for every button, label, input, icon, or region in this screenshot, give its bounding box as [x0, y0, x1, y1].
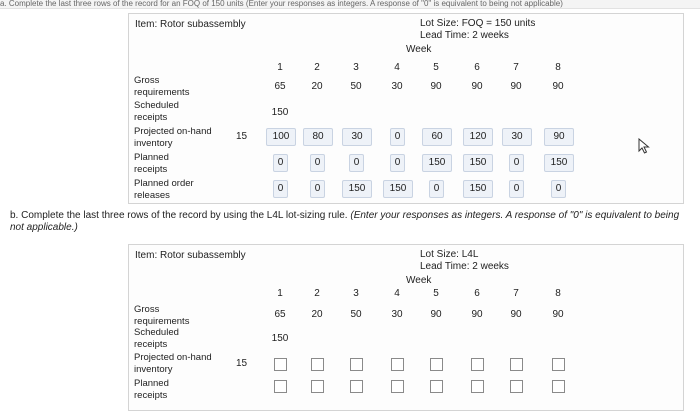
gross-requirement-value: 20 — [311, 81, 323, 92]
planned-order-release-cell: 0 — [310, 180, 325, 198]
planned-order-release-cell: 150 — [383, 180, 413, 198]
gross-requirement-value: 30 — [391, 309, 403, 320]
planned-receipt-cell: 150 — [463, 154, 493, 172]
scheduled-receipt-value: 150 — [271, 333, 289, 344]
row-label-releases: Planned order releases — [134, 178, 194, 201]
row-label-on-hand: Projected on-hand inventory — [134, 126, 212, 149]
planned-receipt-input[interactable] — [350, 380, 363, 393]
row-label-planned: Planned receipts — [134, 152, 169, 175]
planned-receipt-input[interactable] — [274, 380, 287, 393]
mouse-pointer-icon — [638, 138, 650, 154]
gross-requirement-value: 90 — [552, 81, 564, 92]
planned-receipt-cell: 0 — [349, 154, 364, 172]
week-heading: Week — [406, 275, 432, 286]
planned-receipt-cell: 0 — [390, 154, 405, 172]
gross-requirement-value: 50 — [350, 309, 362, 320]
gross-requirement-value: 90 — [430, 81, 442, 92]
projected-on-hand-input[interactable] — [430, 358, 443, 371]
week-heading: Week — [406, 44, 432, 55]
lead-time: Lead Time: 2 weeks — [420, 30, 509, 41]
gross-requirement-value: 90 — [471, 309, 483, 320]
planned-receipt-cell: 0 — [310, 154, 325, 172]
foq-record-panel — [128, 13, 684, 204]
planned-order-release-cell: 150 — [342, 180, 372, 198]
projected-on-hand-input[interactable] — [510, 358, 523, 371]
projected-on-hand-cell: 0 — [390, 128, 405, 146]
item-title: Item: Rotor subassembly — [135, 19, 246, 30]
week-number: 1 — [277, 288, 283, 299]
week-number: 4 — [394, 62, 400, 73]
projected-on-hand-cell: 30 — [502, 128, 532, 146]
week-number: 3 — [353, 62, 359, 73]
planned-order-release-cell: 150 — [463, 180, 493, 198]
week-number: 7 — [513, 288, 519, 299]
initial-on-hand: 15 — [236, 358, 248, 369]
planned-receipt-input[interactable] — [430, 380, 443, 393]
row-label-on-hand: Projected on-hand inventory — [134, 352, 212, 375]
gross-requirement-value: 90 — [471, 81, 483, 92]
gross-requirement-value: 65 — [274, 81, 286, 92]
week-number: 5 — [433, 62, 439, 73]
gross-requirement-value: 20 — [311, 309, 323, 320]
lot-size: Lot Size: FOQ = 150 units — [420, 18, 536, 29]
gross-requirement-value: 90 — [430, 309, 442, 320]
planned-receipt-cell: 150 — [544, 154, 574, 172]
projected-on-hand-input[interactable] — [552, 358, 565, 371]
planned-receipt-input[interactable] — [311, 380, 324, 393]
week-number: 7 — [513, 62, 519, 73]
week-number: 8 — [555, 288, 561, 299]
scheduled-receipt-value: 150 — [271, 107, 289, 118]
row-label-scheduled: Scheduled receipts — [134, 327, 179, 350]
gross-requirement-value: 90 — [552, 309, 564, 320]
planned-receipt-input[interactable] — [510, 380, 523, 393]
projected-on-hand-input[interactable] — [274, 358, 287, 371]
planned-receipt-cell: 0 — [509, 154, 524, 172]
row-label-gross: Gross requirements — [134, 304, 190, 327]
gross-requirement-value: 30 — [391, 81, 403, 92]
projected-on-hand-cell: 100 — [266, 128, 296, 146]
projected-on-hand-cell: 80 — [303, 128, 333, 146]
planned-receipt-input[interactable] — [391, 380, 404, 393]
instruction-note: (Enter your responses as integers. A response of "0" is equivalent to being not applicable.) — [10, 210, 680, 233]
lot-info — [420, 249, 509, 273]
part-b-instructions — [10, 210, 690, 234]
week-number: 2 — [314, 288, 320, 299]
planned-receipt-input[interactable] — [552, 380, 565, 393]
row-label-scheduled: Scheduled receipts — [134, 100, 179, 123]
projected-on-hand-input[interactable] — [391, 358, 404, 371]
row-label-gross: Gross requirements — [134, 75, 190, 98]
lot-info — [420, 18, 535, 42]
week-number: 6 — [474, 288, 480, 299]
projected-on-hand-cell: 90 — [544, 128, 574, 146]
cropped-question-text: a. Complete the last three rows of the record for an FOQ of 150 units (Enter your responses as integers. A response of "0" is equivalent to being not applicable) — [0, 0, 700, 9]
planned-receipt-cell: 150 — [422, 154, 452, 172]
week-number: 3 — [353, 288, 359, 299]
gross-requirement-value: 50 — [350, 81, 362, 92]
gross-requirement-value: 90 — [510, 81, 522, 92]
planned-receipt-cell: 0 — [273, 154, 288, 172]
gross-requirement-value: 65 — [274, 309, 286, 320]
l4l-record-panel — [128, 244, 684, 411]
initial-on-hand: 15 — [236, 131, 248, 142]
planned-order-release-cell: 0 — [429, 180, 444, 198]
projected-on-hand-input[interactable] — [471, 358, 484, 371]
projected-on-hand-cell: 30 — [342, 128, 372, 146]
projected-on-hand-cell: 120 — [463, 128, 493, 146]
instruction-main: b. Complete the last three rows of the record by using the L4L lot-sizing rule. — [10, 210, 348, 221]
projected-on-hand-input[interactable] — [350, 358, 363, 371]
lot-size: Lot Size: L4L — [420, 249, 479, 260]
week-number: 4 — [394, 288, 400, 299]
projected-on-hand-cell: 60 — [422, 128, 452, 146]
gross-requirement-value: 90 — [510, 309, 522, 320]
projected-on-hand-input[interactable] — [311, 358, 324, 371]
week-number: 2 — [314, 62, 320, 73]
week-number: 6 — [474, 62, 480, 73]
planned-order-release-cell: 0 — [273, 180, 288, 198]
planned-order-release-cell: 0 — [551, 180, 566, 198]
week-number: 8 — [555, 62, 561, 73]
row-label-planned: Planned receipts — [134, 378, 169, 401]
planned-receipt-input[interactable] — [471, 380, 484, 393]
planned-order-release-cell: 0 — [509, 180, 524, 198]
week-number: 1 — [277, 62, 283, 73]
lead-time: Lead Time: 2 weeks — [420, 261, 509, 272]
item-title: Item: Rotor subassembly — [135, 250, 246, 261]
week-number: 5 — [433, 288, 439, 299]
